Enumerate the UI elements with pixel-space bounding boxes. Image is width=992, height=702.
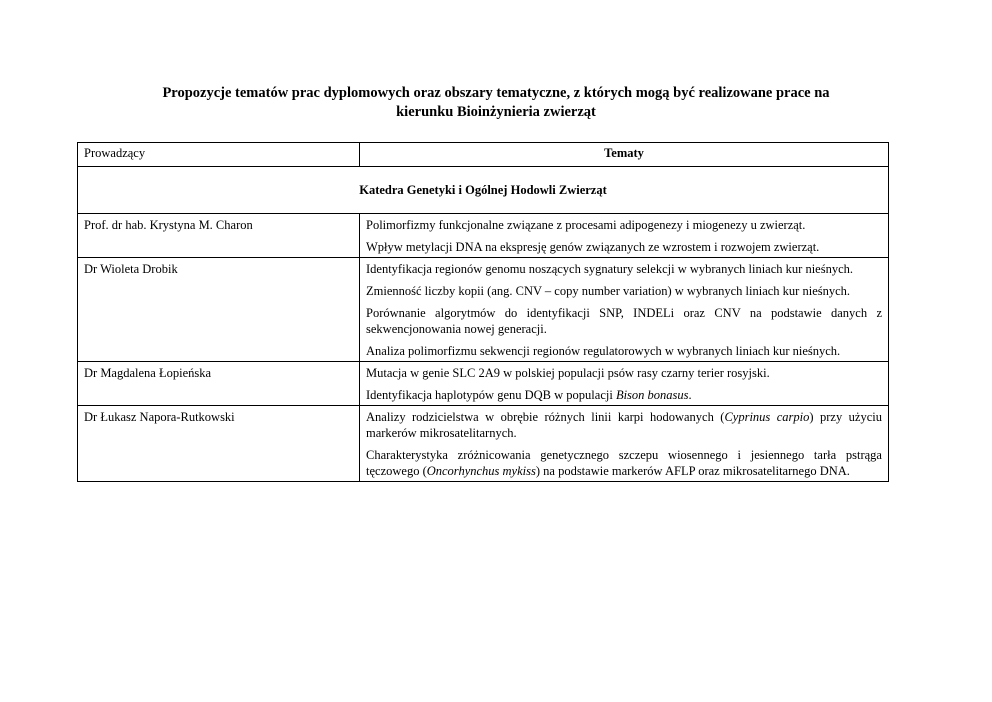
topic-text: Porównanie algorytmów do identyfikacji SNP, INDELi oraz CNV na podstawie danych z sekwencjonowania nowej generacji.: [366, 306, 882, 336]
supervisor-name: Dr Łukasz Napora-Rutkowski: [78, 406, 360, 482]
topic-item: [366, 387, 882, 403]
topic-item: [366, 217, 882, 233]
topics-cell: [360, 362, 889, 406]
page-title-line-2: kierunku Bioinżynieria zwierząt: [396, 104, 596, 120]
topic-text: ) na podstawie markerów AFLP oraz mikrosatelitarnego DNA.: [535, 464, 850, 478]
table-row: [78, 362, 889, 406]
topics-cell: [360, 214, 889, 258]
header-supervisor: Prowadzący: [78, 143, 360, 167]
supervisor-name: Dr Magdalena Łopieńska: [78, 362, 360, 406]
topic-text: Analizy rodzicielstwa w obrębie różnych linii karpi hodowanych (: [366, 410, 725, 424]
page-title: [0, 84, 992, 122]
topics-cell: [360, 406, 889, 482]
topic-text: .: [688, 388, 692, 402]
topic-item: [366, 283, 882, 299]
department-name: Katedra Genetyki i Ogólnej Hodowli Zwierząt: [78, 167, 889, 214]
topic-item: [366, 305, 882, 337]
topic-item: [366, 343, 882, 359]
topic-text: Identyfikacja haplotypów genu DQB w populacji: [366, 388, 616, 402]
table-row: [78, 406, 889, 482]
topic-text: Zmienność liczby kopii (ang. CNV – copy number variation) w wybranych liniach kur nieśnych.: [366, 284, 851, 298]
topics-table: [77, 142, 889, 482]
supervisor-name: Dr Wioleta Drobik: [78, 258, 360, 362]
topic-text: Identyfikacja regionów genomu noszących sygnatury selekcji w wybranych liniach kur nieśnych.: [366, 262, 853, 276]
topics-cell: [360, 258, 889, 362]
topic-text: Polimorfizmy funkcjonalne związane z procesami adipogenezy i miogenezy u zwierząt.: [366, 218, 806, 232]
topic-item: [366, 261, 882, 277]
topic-text: Analiza polimorfizmu sekwencji regionów regulatorowych w wybranych liniach kur nieśnych.: [366, 344, 841, 358]
page-title-line-1: Propozycje tematów prac dyplomowych oraz obszary tematyczne, z których mogą być realizowane prace na: [162, 85, 830, 101]
table-row: [78, 258, 889, 362]
topic-text: Wpływ metylacji DNA na ekspresję genów związanych ze wzrostem i rozwojem zwierząt.: [366, 240, 820, 254]
department-row: [78, 167, 889, 214]
supervisor-name: Prof. dr hab. Krystyna M. Charon: [78, 214, 360, 258]
topic-item: [366, 365, 882, 381]
table-header-row: [78, 143, 889, 167]
table-row: [78, 214, 889, 258]
species-name-italic: Oncorhynchus mykiss: [426, 464, 536, 478]
header-topics: Tematy: [360, 143, 889, 167]
topic-text: Charakterystyka zróżnicowania genetycznego szczepu wiosennego i jesiennego tarła pstrąga tęczowego (: [366, 448, 882, 478]
topic-item: [366, 447, 882, 479]
species-name-italic: Cyprinus carpio: [724, 410, 810, 424]
topic-item: [366, 409, 882, 441]
topic-item: [366, 239, 882, 255]
topic-text: ) przy użyciu markerów mikrosatelitarnych.: [366, 410, 882, 440]
species-name-italic: Bison bonasus: [615, 388, 689, 402]
topic-text: Mutacja w genie SLC 2A9 w polskiej populacji psów rasy czarny terier rosyjski.: [366, 366, 770, 380]
